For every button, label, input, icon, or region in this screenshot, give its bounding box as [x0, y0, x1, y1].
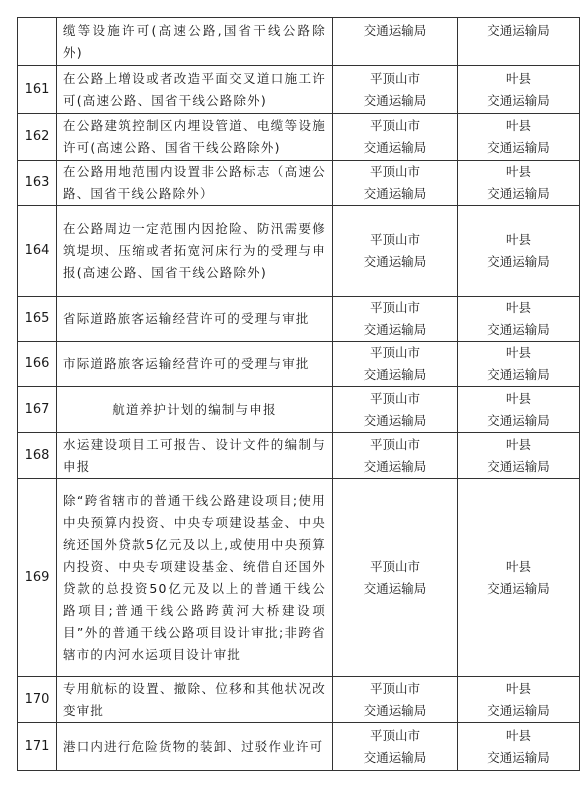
county-authority: 叶县 交通运输局	[458, 161, 580, 205]
city-authority: 平顶山市 交通运输局	[333, 114, 458, 160]
item-name: 省际道路旅客运输经营许可的受理与审批	[57, 297, 333, 341]
item-name: 在公路周边一定范围内因抢险、防汛需要修筑堤坝、压缩或者拓宽河床行为的受理与申报(高速公路、国省干线公路除外)	[57, 206, 333, 296]
item-name: 航道养护计划的编制与申报	[57, 387, 333, 432]
city-authority: 平顶山市 交通运输局	[333, 66, 458, 113]
county-authority: 叶县 交通运输局	[458, 66, 580, 113]
city-authority: 平顶山市 交通运输局	[333, 677, 458, 722]
county-authority: 叶县 交通运输局	[458, 723, 580, 770]
city-authority: 平顶山市 交通运输局	[333, 387, 458, 432]
city-authority: 平顶山市 交通运输局	[333, 479, 458, 676]
county-authority: 叶县 交通运输局	[458, 114, 580, 160]
item-name: 港口内进行危险货物的装卸、过驳作业许可	[57, 723, 333, 770]
item-name: 水运建设项目工可报告、设计文件的编制与申报	[57, 433, 333, 478]
table-row	[18, 206, 580, 297]
county-authority: 叶县 交通运输局	[458, 297, 580, 341]
city-authority: 平顶山市 交通运输局	[333, 297, 458, 341]
city-authority: 平顶山市 交通运输局	[333, 206, 458, 296]
table-row	[18, 387, 580, 433]
row-number	[18, 18, 57, 65]
city-authority: 交通运输局	[333, 18, 458, 65]
row-number: 169	[18, 479, 57, 676]
row-number: 163	[18, 161, 57, 205]
item-name: 在公路建筑控制区内埋设管道、电缆等设施许可(高速公路、国省干线公路除外)	[57, 114, 333, 160]
county-authority: 叶县 交通运输局	[458, 342, 580, 386]
row-number: 171	[18, 723, 57, 770]
row-number: 167	[18, 387, 57, 432]
table-row	[18, 161, 580, 206]
permit-table	[17, 17, 580, 771]
row-number: 168	[18, 433, 57, 478]
item-name: 专用航标的设置、撤除、位移和其他状况改变审批	[57, 677, 333, 722]
table-row	[18, 479, 580, 677]
item-name: 缆等设施许可(高速公路,国省干线公路除外)	[57, 18, 333, 65]
item-name: 除“跨省辖市的普通干线公路建设项目;使用中央预算内投资、中央专项建设基金、中央统还国外贷款5亿元及以上,或使用中央预算内投资、中央专项建设基金、统借自还国外贷款的总投资50亿元及以上的普通干线公路项目;普通干线公路跨黄河大桥建设项目”外的普通干线公路项目设计审批;非跨省辖市的内河水运项目设计审批	[57, 479, 333, 676]
table-row	[18, 114, 580, 161]
table-row	[18, 677, 580, 723]
item-name: 在公路上增设或者改造平面交叉道口施工许可(高速公路、国省干线公路除外)	[57, 66, 333, 113]
item-name: 在公路用地范围内设置非公路标志（高速公路、国省干线公路除外）	[57, 161, 333, 205]
row-number: 162	[18, 114, 57, 160]
item-name: 市际道路旅客运输经营许可的受理与审批	[57, 342, 333, 386]
row-number: 161	[18, 66, 57, 113]
city-authority: 平顶山市 交通运输局	[333, 161, 458, 205]
county-authority: 交通运输局	[458, 18, 580, 65]
table-row	[18, 433, 580, 479]
county-authority: 叶县 交通运输局	[458, 479, 580, 676]
table-row	[18, 66, 580, 114]
county-authority: 叶县 交通运输局	[458, 387, 580, 432]
row-number: 170	[18, 677, 57, 722]
row-number: 164	[18, 206, 57, 296]
row-number: 166	[18, 342, 57, 386]
county-authority: 叶县 交通运输局	[458, 433, 580, 478]
city-authority: 平顶山市 交通运输局	[333, 723, 458, 770]
row-number: 165	[18, 297, 57, 341]
county-authority: 叶县 交通运输局	[458, 677, 580, 722]
city-authority: 平顶山市 交通运输局	[333, 342, 458, 386]
table-row	[18, 723, 580, 771]
county-authority: 叶县 交通运输局	[458, 206, 580, 296]
table-row	[18, 18, 580, 66]
city-authority: 平顶山市 交通运输局	[333, 433, 458, 478]
table-row	[18, 342, 580, 387]
table-row	[18, 297, 580, 342]
